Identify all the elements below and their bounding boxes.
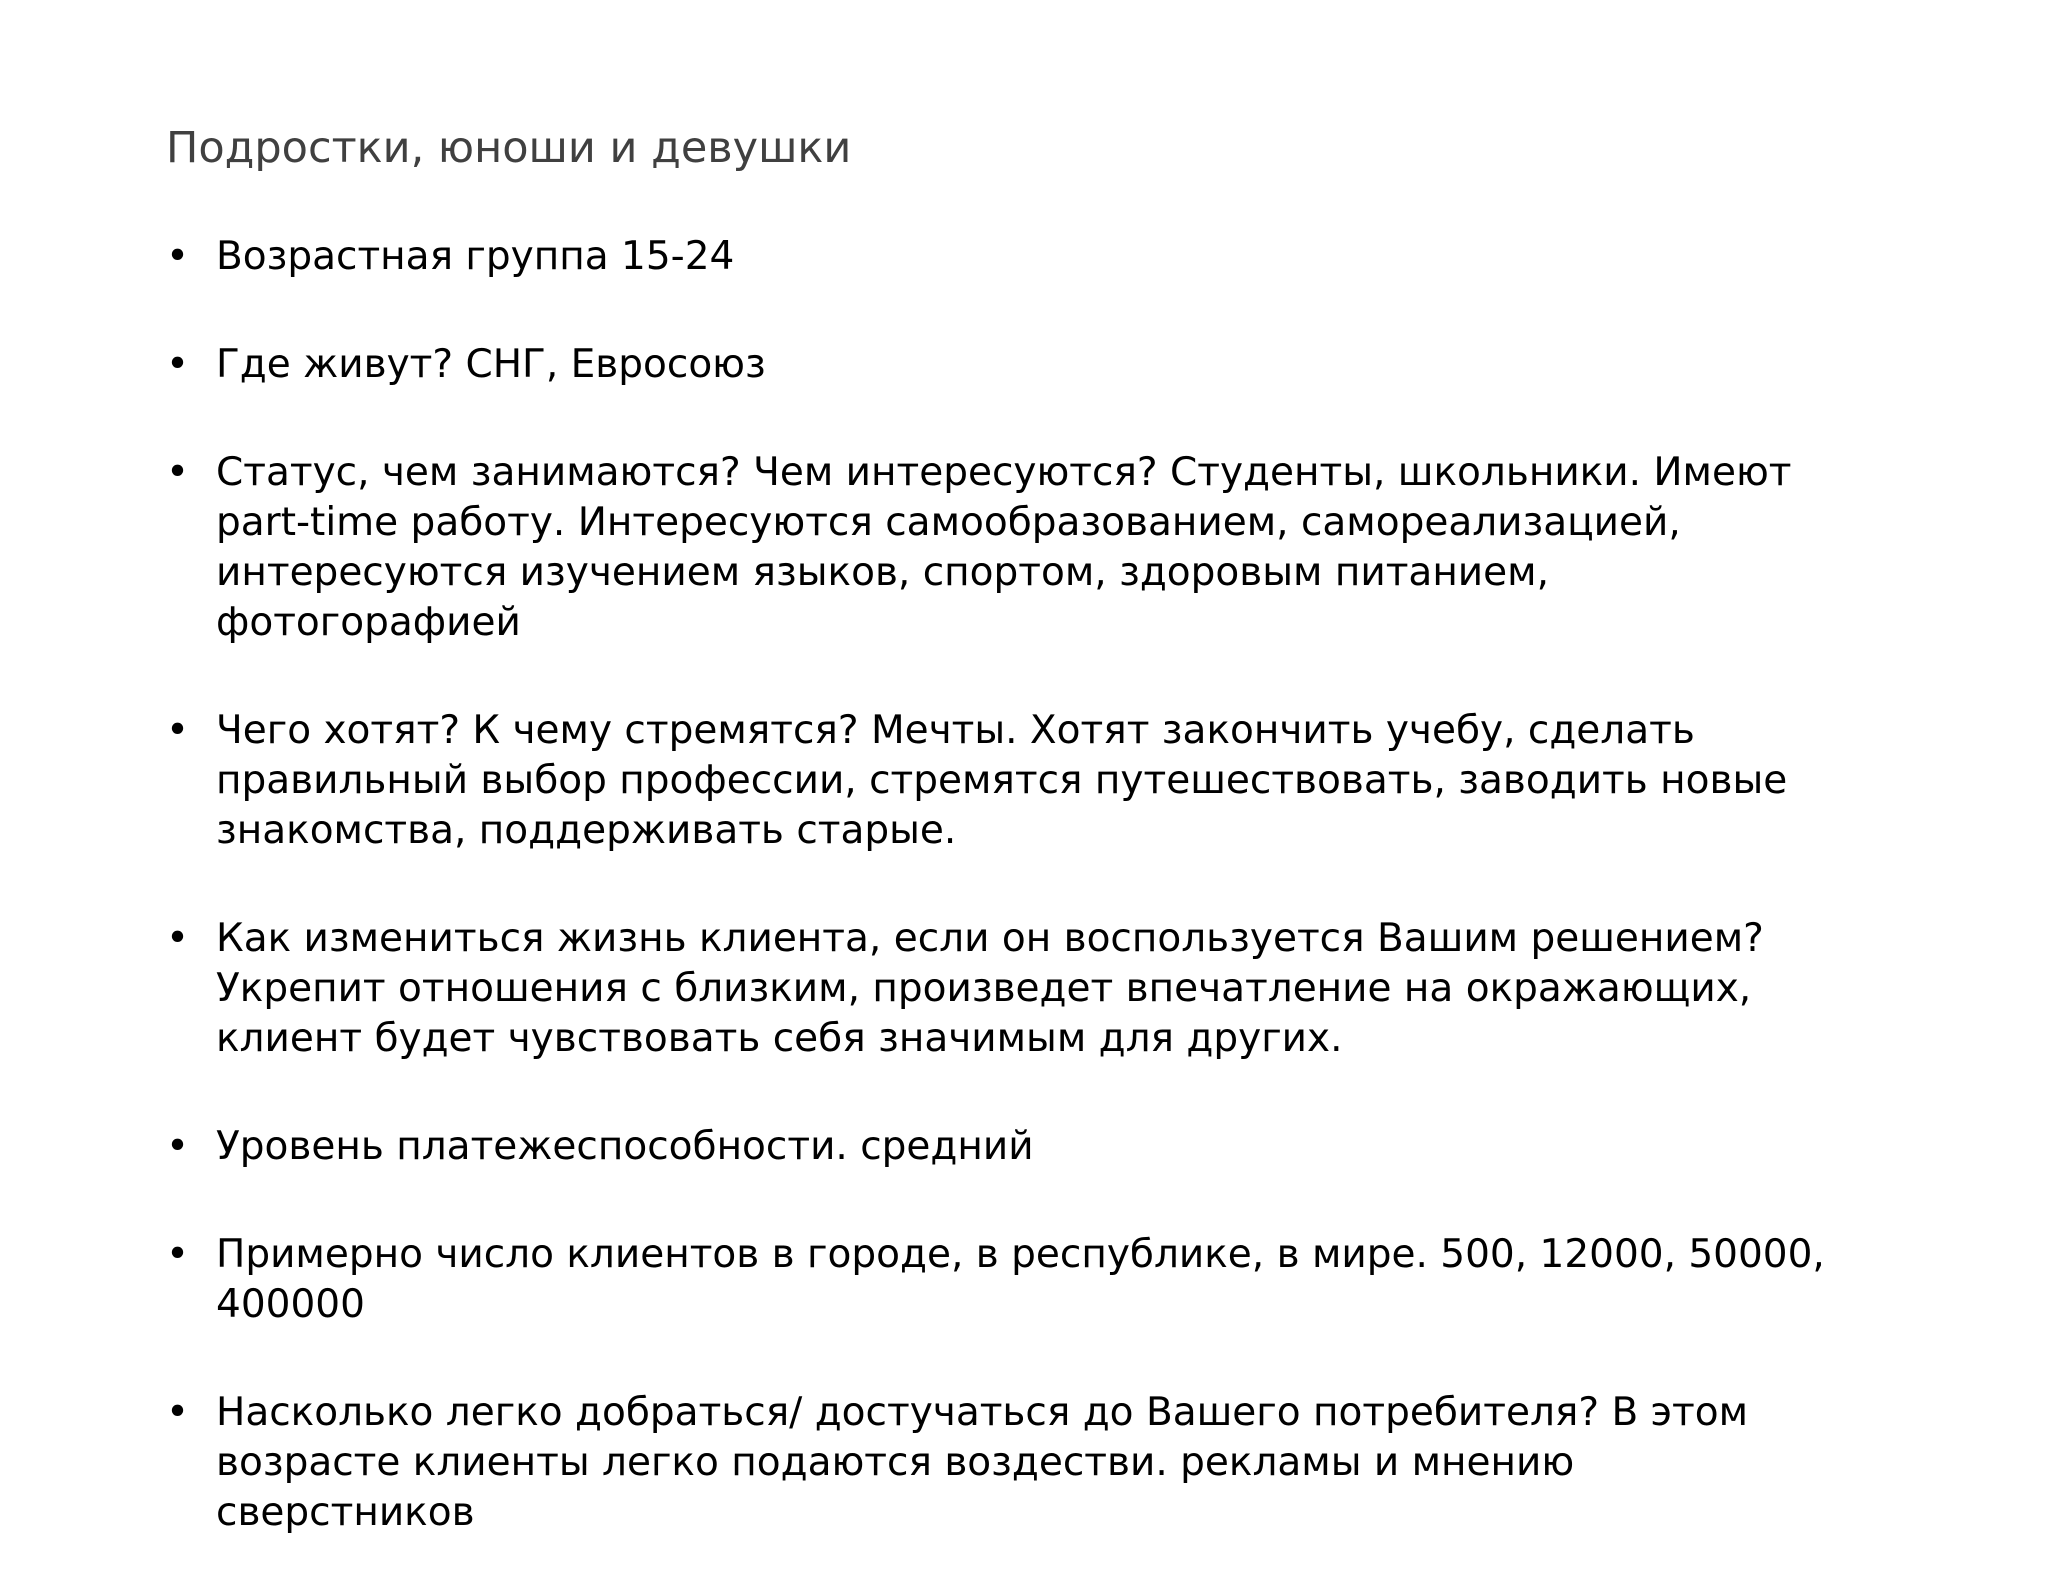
bullet-item [166, 232, 1906, 282]
bullet-text-line: Примерно число клиентов в городе, в республике, в мире. 500, 12000, 50000, [216, 1232, 1825, 1277]
bullet-text-line: фотогорафией [216, 600, 521, 645]
bullet-item [166, 340, 1906, 390]
bullet-item [166, 706, 1906, 856]
bullet-dot: • [166, 916, 190, 961]
bullet-dot: • [166, 342, 190, 387]
bullet-text-line: Статус, чем занимаются? Чем интересуются? Студенты, школьники. Имеют [216, 450, 1792, 495]
bullet-dot: • [166, 1232, 190, 1277]
bullet-dot: • [166, 450, 190, 495]
bullet-text-line: интересуются изучением языков, спортом, здоровым питанием, [216, 550, 1549, 595]
bullet-text-line: Укрепит отношения с близким, произведет впечатление на окражающих, [216, 966, 1752, 1011]
bullet-text-line: Чего хотят? К чему стремятся? Мечты. Хотят закончить учебу, сделать [216, 708, 1695, 753]
bullet-item [166, 1388, 1906, 1538]
bullet-text-line: 400000 [216, 1282, 365, 1327]
bullet-text-line: возрасте клиенты легко подаются воздестви. рекламы и мнению [216, 1440, 1575, 1485]
bullet-text-line: Возрастная группа 15-24 [216, 234, 735, 279]
bullet-item [166, 1122, 1906, 1172]
bullet-dot: • [166, 1124, 190, 1169]
bullet-list [166, 232, 1906, 1596]
bullet-text-line: правильный выбор профессии, стремятся путешествовать, заводить новые [216, 758, 1788, 803]
bullet-text-line: Насколько легко добраться/ достучаться до Вашего потребителя? В этом [216, 1390, 1749, 1435]
bullet-text-line: Как измениться жизнь клиента, если он воспользуется Вашим решением? [216, 916, 1764, 961]
bullet-text-line: part-time работу. Интересуются самообразованием, самореализацией, [216, 500, 1681, 545]
slide-title: Подростки, юноши и девушки [166, 123, 852, 173]
bullet-text-line: клиент будет чувствовать себя значимым для других. [216, 1016, 1343, 1061]
bullet-item [166, 448, 1906, 648]
bullet-text-line: Уровень платежеспособности. средний [216, 1124, 1034, 1169]
bullet-dot: • [166, 234, 190, 279]
bullet-dot: • [166, 708, 190, 753]
bullet-dot: • [166, 1390, 190, 1435]
bullet-item [166, 1230, 1906, 1330]
bullet-text-line: Где живут? СНГ, Евросоюз [216, 342, 766, 387]
bullet-item [166, 914, 1906, 1064]
bullet-text-line: сверстников [216, 1490, 475, 1535]
bullet-text-line: знакомства, поддерживать старые. [216, 808, 957, 853]
